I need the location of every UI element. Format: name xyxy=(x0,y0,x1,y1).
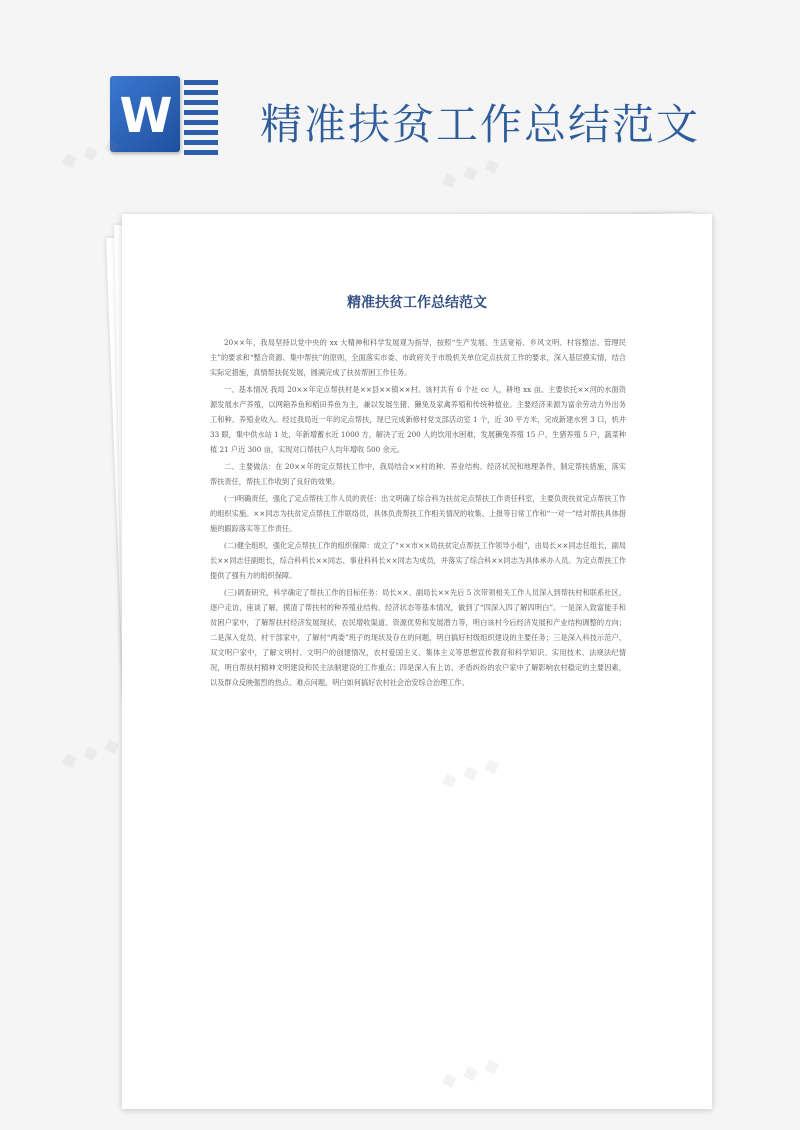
page-title: 精准扶贫工作总结范文 xyxy=(260,100,701,149)
watermark: ◆ ◆ ◆ xyxy=(57,731,123,773)
header xyxy=(0,0,800,200)
word-icon-letter: W xyxy=(119,88,173,144)
document-body xyxy=(210,335,626,692)
watermark: ◆ ◆ ◆ xyxy=(437,1051,503,1093)
watermark: ◆ ◆ ◆ xyxy=(57,131,123,173)
paragraph-responsibility: (一)明确责任，强化了定点帮扶工作人员的责任：出文明确了综合科为扶贫定点帮扶工作责任科室，主要负责扶贫定点帮扶工作的组织实施。××同志为扶贫定点帮扶工作联络员，具体负责帮扶工作相关情况的收集、上报等日常工作和“一对一”结对帮扶具体措施的跟踪落实等工作责任。 xyxy=(210,494,626,533)
paragraph-main-practices: 二、主要做法：在 20××年的定点帮扶工作中，我局结合××村的种、养业结构、经济状况和地理条件，制定帮扶措施，落实帮扶责任，帮扶工作收到了良好的效果。 xyxy=(210,462,626,486)
watermark: ◆ ◆ ◆ xyxy=(437,151,503,193)
word-icon-tile xyxy=(110,76,180,152)
paragraph-intro: 20××年，我局坚持以党中央的 xx 大精神和科学发展观为指导，按照“生产发展、生活宽裕、乡风文明、村容整洁、管理民主”的要求和“整合资源、集中帮扶”的原则，全面落实市委、市政府关于市级机关单位定点扶贫工作的要求，深入基层摸实情，结合实际定措施，真情帮扶促发展，圆满完成了扶贫帮困工作任务。 xyxy=(210,338,626,377)
document-title: 精准扶贫工作总结范文 xyxy=(347,295,487,311)
paragraph-basic-situation: 一、基本情况 我局 20××年定点帮扶村是××县××镇××村。该村共有 6 个社 cc 人，耕地 xx 亩。主要依托××河的水面资源发展水产养殖，以网箱养鱼和稻田养鱼为主，兼以发展生猪、獭兔及家禽养殖和传统种植业。主要经济来源为富余劳动力外出务工和种、养殖业收入。经过我局近一年的定点帮扶，现已完成新修村党支部活动室 1 个，近 30 平方米，完成新建水窖 3 口，机井 33 眼，集中供水站 1 处，年新增蓄水近 1000 方，解决了近 200 人的饮用水困难，发展獭兔养殖 15 户，生猪养殖 5 户，蔬菜种植 21 户近 300 亩，实现对口帮扶户人均年增收 500 余元。 xyxy=(210,385,626,454)
paragraph-organization: (二)健全组织，强化定点帮扶工作的组织保障：成立了“××市××局扶贫定点帮扶工作领导小组”，由局长××同志任组长，副局长××同志任副组长，综合科科长××同志、事业科科长××同志为成员，并落实了综合科××同志为具体承办人员。为定点帮扶工作提供了强有力的组织保障。 xyxy=(210,541,626,580)
word-icon-lines xyxy=(184,80,218,160)
watermark: ◆ ◆ ◆ xyxy=(437,751,503,793)
word-document-icon xyxy=(110,72,220,172)
paragraph-investigation: (三)调查研究，科学确定了帮扶工作的目标任务：局长××、副局长××先后 5 次带领相关工作人员深入到帮扶村和联系社区，逐户走访，座谈了解，摸清了帮扶村的种养殖业结构、经济状态等基本情况，做到了“四深入四了解四明白”。一是深入致富能手和贫困户家中，了解帮扶村经济发展现状、农民增收渠道、资源优势和发展潜力等，明白该村今后经济发展和产业结构调整的方向；二是深入党员、村干部家中，了解村“两委”班子的现状及存在的问题，明白搞好村级组织建设的主要任务；三是深入科技示范户、双文明户家中，了解文明村、文明户的创建情况，农村爱国主义、集体主义等思想宣传教育和科学知识、实用技术、法规法纪情况，明白帮扶村精神文明建设和民主法制建设的工作重点；四是深入有上访、矛盾纠纷的农户家中了解影响农村稳定的主要因素，以及群众反映强烈的热点、难点问题，明白如何搞好农村社会治安综合治理工作。 xyxy=(210,588,626,687)
document-page xyxy=(122,214,712,1109)
